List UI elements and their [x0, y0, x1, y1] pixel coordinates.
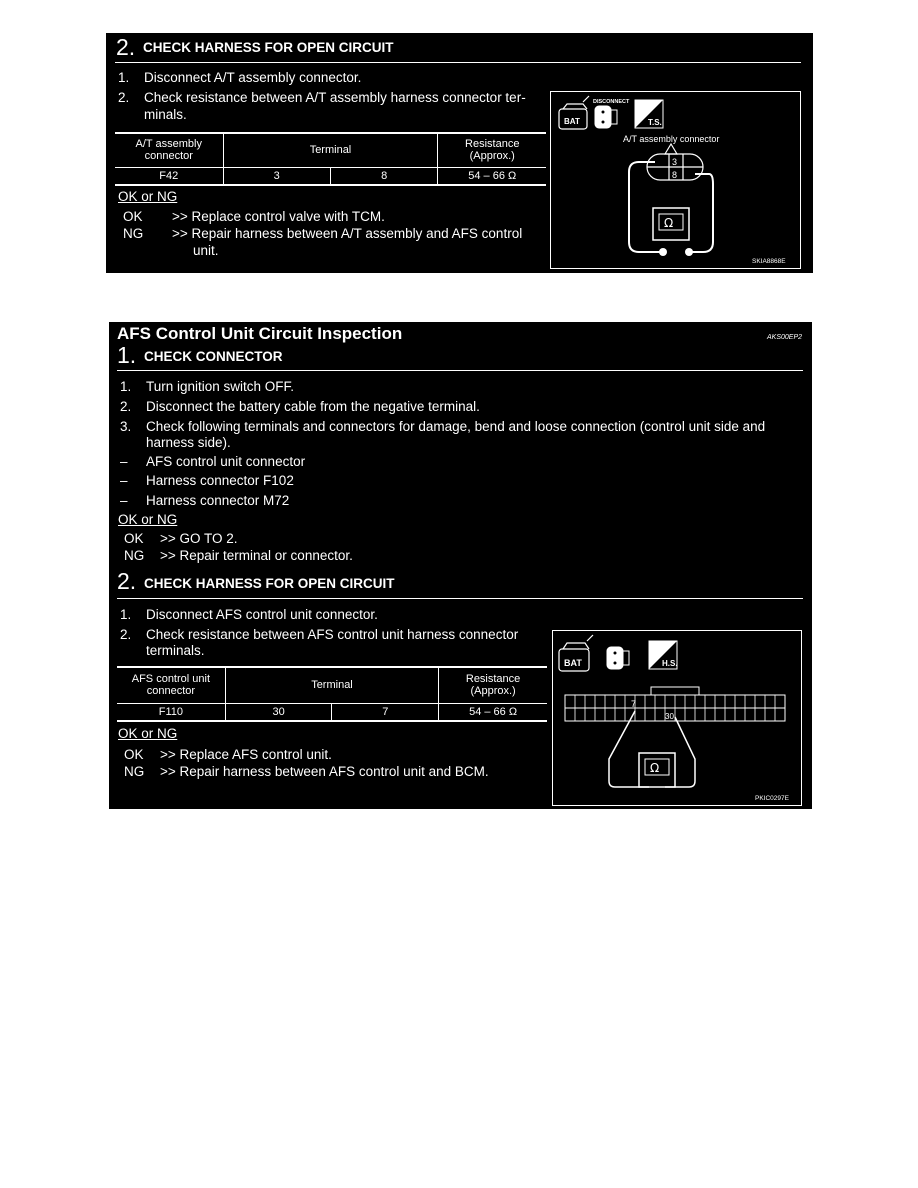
- col-connector: A/T assembly connector: [115, 133, 223, 167]
- svg-text:H.S.: H.S.: [662, 659, 678, 668]
- svg-text:BAT: BAT: [564, 658, 582, 668]
- col-terminal: Terminal: [223, 133, 438, 167]
- title-rule: [117, 370, 803, 371]
- col-terminal: Terminal: [225, 667, 438, 703]
- list-item: 1. Disconnect A/T assembly connector.: [118, 70, 362, 85]
- result-ng: NG >> Repair terminal or connector.: [124, 548, 353, 563]
- list-item: 2. Check resistance between AFS control unit harness connector terminals.: [120, 627, 519, 658]
- list-item: 1. Turn ignition switch OFF.: [120, 379, 295, 394]
- resistance-table: [117, 666, 547, 722]
- svg-text:DISCONNECT: DISCONNECT: [593, 99, 630, 105]
- list-item: – Harness connector M72: [120, 493, 290, 508]
- connector-disconnect-icon: [595, 106, 617, 128]
- result-ok: OK >> GO TO 2.: [124, 531, 238, 546]
- section-code: AKS00EP2: [767, 334, 803, 341]
- wiring-figure: [550, 91, 801, 269]
- svg-text:3: 3: [672, 157, 678, 167]
- list-item: 1. Disconnect AFS control unit connector.: [120, 607, 378, 622]
- step2-panel-at-assembly: [106, 33, 813, 273]
- figure-svg: [551, 92, 800, 268]
- svg-text:T.S.: T.S.: [648, 118, 662, 127]
- list-item: 2. Disconnect the battery cable from the negative terminal.: [120, 399, 480, 414]
- list-item: 2. Check resistance between A/T assembly harness connector ter- minals.: [118, 90, 526, 122]
- result-heading: OK or NG: [118, 189, 178, 204]
- svg-text:8: 8: [672, 170, 678, 180]
- col-connector: AFS control unit connector: [117, 667, 225, 703]
- svg-text:PKIC0297E: PKIC0297E: [755, 795, 789, 802]
- list-item: – Harness connector F102: [120, 473, 294, 488]
- result-heading: OK or NG: [118, 726, 178, 741]
- col-resistance: Resistance (Approx.): [439, 667, 547, 703]
- list-item: 3. Check following terminals and connectors for damage, bend and loose connection (control unit side and harness side).: [120, 419, 766, 450]
- afs-control-unit-panel: [109, 322, 812, 809]
- svg-text:Ω: Ω: [650, 761, 660, 775]
- title-rule: [115, 62, 801, 63]
- svg-text:A/T assembly connector: A/T assembly connector: [623, 134, 720, 144]
- title-rule: [117, 598, 803, 599]
- result-ng: NG >> Repair harness between A/T assembly and AFS control unit.: [123, 226, 523, 258]
- result-ok: OK >> Replace control valve with TCM.: [123, 209, 385, 224]
- step-title: CHECK CONNECTOR: [144, 349, 283, 364]
- svg-text:Ω: Ω: [664, 216, 674, 230]
- probe-wires: [609, 711, 695, 787]
- svg-text:7: 7: [631, 699, 637, 709]
- result-ok: OK >> Replace AFS control unit.: [124, 747, 332, 762]
- step-number: 2.: [116, 34, 136, 60]
- figure-svg: [553, 631, 801, 805]
- table-row: F110 30 7 54 – 66 Ω: [117, 703, 547, 721]
- connector-disconnect-icon: [607, 647, 629, 669]
- result-heading: OK or NG: [118, 512, 178, 527]
- svg-text:30: 30: [665, 712, 674, 721]
- wiring-figure: [552, 630, 802, 806]
- table-row: F42 3 8 54 – 66 Ω: [115, 167, 546, 185]
- svg-text:BAT: BAT: [564, 117, 580, 126]
- col-resistance: Resistance (Approx.): [438, 133, 546, 167]
- step-title: CHECK HARNESS FOR OPEN CIRCUIT: [144, 576, 395, 591]
- step-number: 1.: [117, 342, 137, 368]
- list-item: – AFS control unit connector: [120, 454, 306, 469]
- step-number: 2.: [117, 568, 137, 594]
- step-title: CHECK HARNESS FOR OPEN CIRCUIT: [143, 40, 394, 55]
- resistance-table: [115, 132, 546, 186]
- section-title: AFS Control Unit Circuit Inspection: [117, 324, 403, 343]
- svg-text:SKIA8868E: SKIA8868E: [752, 258, 786, 265]
- result-ng: NG >> Repair harness between AFS control unit and BCM.: [124, 764, 489, 779]
